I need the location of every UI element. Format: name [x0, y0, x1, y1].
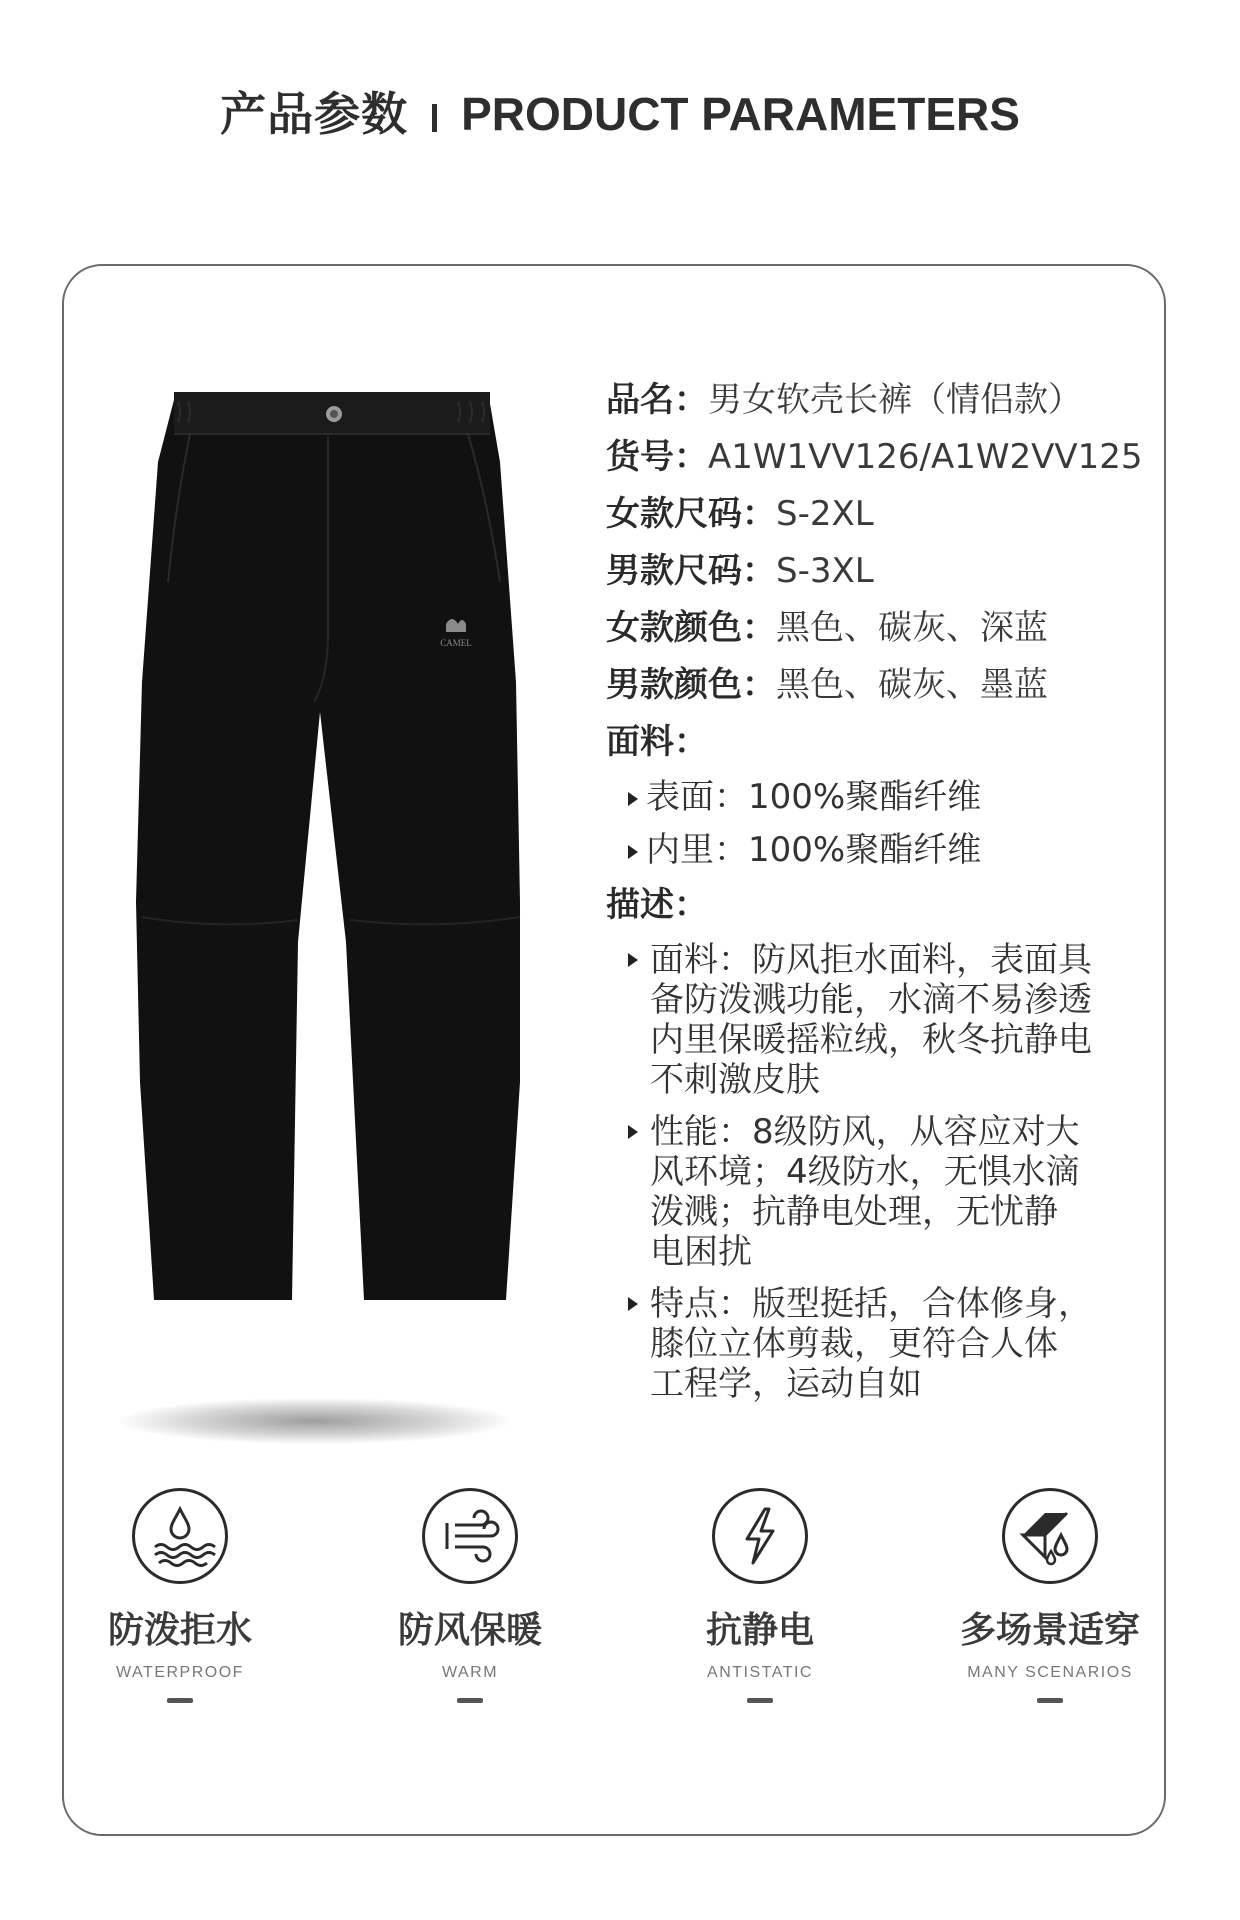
feature-antistatic — [630, 1488, 890, 1703]
spec-row-name: 品名：男女软壳长裤（情侣款） — [606, 380, 1082, 420]
bullet-icon — [628, 845, 638, 859]
spec-row-men-size: 男款尺码：S-3XL — [606, 551, 874, 591]
page-header — [0, 78, 1240, 144]
header-title-en: PRODUCT PARAMETERS — [461, 88, 1020, 140]
pants-image — [128, 382, 528, 1332]
scenario-drops-icon — [1002, 1488, 1098, 1584]
feature-divider — [167, 1698, 193, 1703]
water-drop-waves-icon — [132, 1488, 228, 1584]
bullet-icon — [628, 953, 638, 967]
feature-title: 多场景适穿 — [959, 1610, 1140, 1651]
feature-title: 抗静电 — [705, 1610, 814, 1651]
lightning-bolt-icon — [712, 1488, 808, 1584]
camel-logo-text: CAMEL — [440, 638, 472, 648]
spec-row-men-color: 男款颜色：黑色、碳灰、墨蓝 — [606, 665, 1048, 705]
feature-subtitle: WATERPROOF — [116, 1664, 244, 1681]
feature-waterproof — [50, 1488, 310, 1703]
fabric-item-outer: 表面：100%聚酯纤维 — [606, 771, 1146, 824]
feature-divider — [747, 1698, 773, 1703]
description-item-features: 特点：版型挺括，合体修身， 膝位立体剪裁，更符合人体 工程学，运动自如 — [606, 1284, 1146, 1404]
fabric-item-inner: 内里：100%聚酯纤维 — [606, 824, 1146, 877]
bullet-icon — [628, 1297, 638, 1311]
header-separator — [432, 104, 437, 132]
feature-subtitle: MANY SCENARIOS — [967, 1664, 1133, 1681]
wind-icon — [422, 1488, 518, 1584]
feature-title: 防风保暖 — [397, 1610, 542, 1651]
spec-row-item-number: 货号：A1W1VV126/A1W2VV125 — [606, 437, 1143, 477]
feature-divider — [1037, 1698, 1063, 1703]
description-heading: 描述： — [606, 885, 708, 925]
description-item-performance: 性能：8级防风，从容应对大 风环境；4级防水，无惧水滴 泼溅；抗静电处理，无忧静 电困扰 — [606, 1112, 1146, 1272]
feature-warm — [340, 1488, 600, 1703]
feature-title: 防泼拒水 — [107, 1610, 252, 1651]
header-title-cn: 产品参数 — [220, 87, 409, 141]
spec-row-women-color: 女款颜色：黑色、碳灰、深蓝 — [606, 608, 1048, 648]
pants-shadow — [120, 1398, 510, 1444]
feature-many-scenarios — [920, 1488, 1180, 1703]
bullet-icon — [628, 792, 638, 806]
feature-subtitle: WARM — [441, 1664, 499, 1681]
feature-subtitle: ANTISTATIC — [707, 1664, 813, 1681]
bullet-icon — [628, 1125, 638, 1139]
fabric-heading: 面料： — [606, 722, 708, 762]
spec-row-women-size: 女款尺码：S-2XL — [606, 494, 874, 534]
feature-divider — [457, 1698, 483, 1703]
description-item-fabric: 面料：防风拒水面料，表面具 备防泼溅功能，水滴不易渗透 内里保暖摇粒绒，秋冬抗静电 不刺激皮肤 — [606, 940, 1146, 1100]
spec-list — [606, 372, 1146, 1416]
